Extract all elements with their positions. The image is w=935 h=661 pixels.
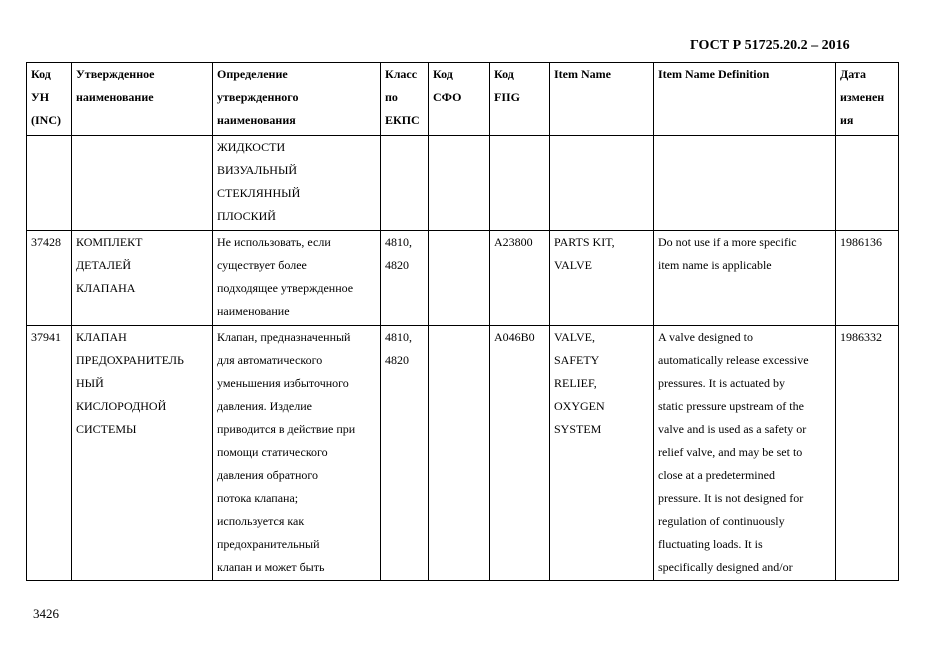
cell-line: 4810, <box>385 330 412 344</box>
header-fiig-code <box>490 63 550 136</box>
cell-item-name <box>550 231 654 326</box>
table-row <box>27 231 899 326</box>
cell-line: Item Name Definition <box>658 67 770 81</box>
cell-line: уменьшения избыточного <box>217 376 349 390</box>
cell-line: pressures. It is actuated by <box>658 376 785 390</box>
cell-line: 37428 <box>31 235 61 249</box>
cell-line: Do not use if a more specific <box>658 235 797 249</box>
cell-line: существует более <box>217 258 307 272</box>
cell-line: ия <box>840 113 854 127</box>
cell-line: для автоматического <box>217 353 323 367</box>
cell-change-date <box>836 136 899 231</box>
cell-line: КЛАПАН <box>76 330 127 344</box>
cell-inc-code <box>27 136 72 231</box>
cell-ekps-class <box>381 136 429 231</box>
cell-line: FIIG <box>494 90 521 104</box>
cell-line: 1986332 <box>840 330 882 344</box>
cell-line: fluctuating loads. It is <box>658 537 763 551</box>
cell-line: automatically release excessive <box>658 353 809 367</box>
cell-approved-name <box>72 231 213 326</box>
cell-line: подходящее утвержденное <box>217 281 354 295</box>
cell-change-date <box>836 231 899 326</box>
cell-line: наименование <box>217 304 290 318</box>
cell-sfo-code <box>429 231 490 326</box>
page-number: 3426 <box>33 606 59 621</box>
cell-line: A valve designed to <box>658 330 753 344</box>
cell-fiig-code <box>490 231 550 326</box>
cell-line: СИСТЕМЫ <box>76 422 137 436</box>
cell-line: Код <box>494 67 514 81</box>
cell-line: SYSTEM <box>554 422 602 436</box>
cell-line: изменен <box>840 90 885 104</box>
cell-line: 37941 <box>31 330 61 344</box>
cell-line: ДЕТАЛЕЙ <box>76 258 132 272</box>
cell-line: ЕКПС <box>385 113 420 127</box>
cell-line: СТЕКЛЯННЫЙ <box>217 186 301 200</box>
cell-line: regulation of continuously <box>658 514 785 528</box>
cell-approved-name <box>72 326 213 581</box>
cell-change-date <box>836 326 899 581</box>
cell-item-name <box>550 136 654 231</box>
cell-name-definition <box>213 326 381 581</box>
cell-line: A046B0 <box>494 330 535 344</box>
cell-line: Дата <box>840 67 866 81</box>
cell-ekps-class <box>381 326 429 581</box>
cell-line: static pressure upstream of the <box>658 399 804 413</box>
cell-line: specifically designed and/or <box>658 560 793 574</box>
cell-line: наименования <box>217 113 296 127</box>
cell-line: ПРЕДОХРАНИТЕЛЬ <box>76 353 184 367</box>
header-inc-code <box>27 63 72 136</box>
cell-name-definition <box>213 136 381 231</box>
cell-line: потока клапана; <box>217 491 299 505</box>
cell-line: используется как <box>217 514 305 528</box>
cell-line: КИСЛОРОДНОЙ <box>76 399 167 413</box>
cell-line: клапан и может быть <box>217 560 325 574</box>
header-approved-name <box>72 63 213 136</box>
cell-fiig-code <box>490 326 550 581</box>
cell-line: close at a predetermined <box>658 468 775 482</box>
header-name-definition <box>213 63 381 136</box>
cell-item-name-definition <box>654 326 836 581</box>
cell-line: pressure. It is not designed for <box>658 491 804 505</box>
cell-line: relief valve, and may be set to <box>658 445 803 459</box>
cell-line: SAFETY <box>554 353 600 367</box>
cell-line: приводится в действие при <box>217 422 356 436</box>
nomenclature-table <box>26 62 899 581</box>
cell-name-definition <box>213 231 381 326</box>
header-ekps-class <box>381 63 429 136</box>
cell-line: RELIEF, <box>554 376 597 390</box>
cell-line: VALVE, <box>554 330 596 344</box>
cell-line: помощи статического <box>217 445 328 459</box>
cell-item-name-definition <box>654 231 836 326</box>
cell-line: 1986136 <box>840 235 882 249</box>
cell-line: ПЛОСКИЙ <box>217 209 276 223</box>
cell-inc-code <box>27 326 72 581</box>
cell-line: предохранительный <box>217 537 320 551</box>
cell-sfo-code <box>429 136 490 231</box>
cell-sfo-code <box>429 326 490 581</box>
cell-line: по <box>385 90 398 104</box>
cell-line: Утвержденное <box>76 67 155 81</box>
cell-approved-name <box>72 136 213 231</box>
cell-line: valve and is used as a safety or <box>658 422 807 436</box>
cell-line: ЖИДКОСТИ <box>217 140 286 154</box>
cell-line: СФО <box>433 90 462 104</box>
cell-line: КОМПЛЕКТ <box>76 235 143 249</box>
cell-line: давления обратного <box>217 468 319 482</box>
header-change-date <box>836 63 899 136</box>
table-header-row <box>27 63 899 136</box>
cell-line: ВИЗУАЛЬНЫЙ <box>217 163 298 177</box>
cell-line: item name is applicable <box>658 258 772 272</box>
cell-line: давления. Изделие <box>217 399 312 413</box>
header-item-name <box>550 63 654 136</box>
cell-line: Item Name <box>554 67 611 81</box>
cell-line: утвержденного <box>217 90 299 104</box>
document-header: ГОСТ Р 51725.20.2 – 2016 <box>690 38 850 53</box>
cell-line: 4820 <box>385 353 409 367</box>
cell-line: УН <box>31 90 50 104</box>
cell-line: Определение <box>217 67 288 81</box>
cell-ekps-class <box>381 231 429 326</box>
cell-line: наименование <box>76 90 154 104</box>
cell-fiig-code <box>490 136 550 231</box>
cell-line: OXYGEN <box>554 399 605 413</box>
cell-item-name <box>550 326 654 581</box>
cell-line: КЛАПАНА <box>76 281 136 295</box>
cell-line: A23800 <box>494 235 533 249</box>
cell-line: VALVE <box>554 258 593 272</box>
cell-line: (INC) <box>31 113 61 127</box>
table-row <box>27 136 899 231</box>
cell-line: Класс <box>385 67 418 81</box>
cell-line: 4810, <box>385 235 412 249</box>
cell-line: Не использовать, если <box>217 235 331 249</box>
table-row <box>27 326 899 581</box>
cell-line: НЫЙ <box>76 376 104 390</box>
cell-line: 4820 <box>385 258 409 272</box>
cell-item-name-definition <box>654 136 836 231</box>
header-sfo-code <box>429 63 490 136</box>
cell-line: PARTS KIT, <box>554 235 615 249</box>
cell-inc-code <box>27 231 72 326</box>
cell-line: Код <box>433 67 453 81</box>
cell-line: Код <box>31 67 51 81</box>
header-item-name-definition <box>654 63 836 136</box>
cell-line: Клапан, предназначенный <box>217 330 351 344</box>
